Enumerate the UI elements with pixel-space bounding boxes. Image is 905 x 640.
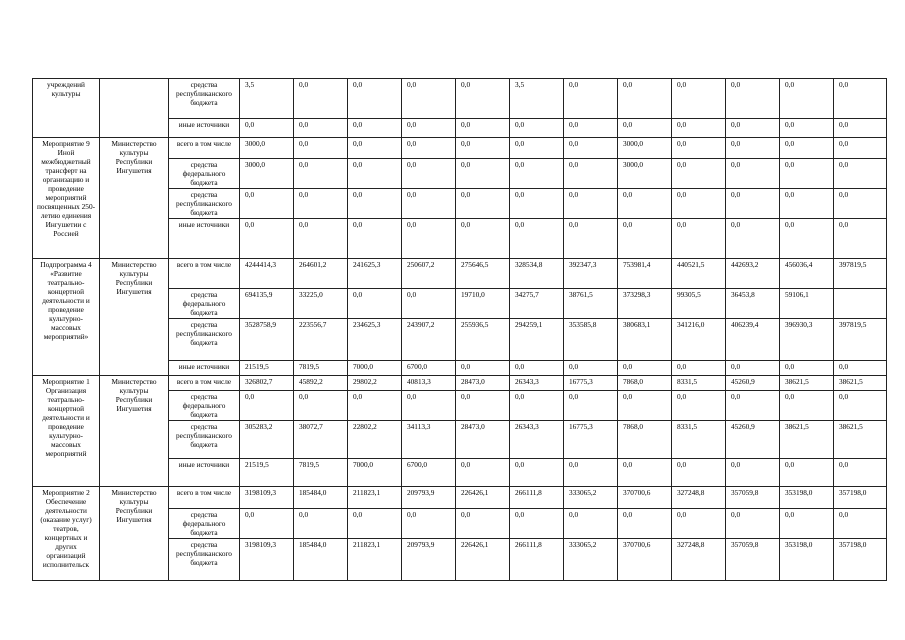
funding-source-cell: всего в том числе	[169, 487, 240, 509]
value-cell: 22802,2	[348, 421, 402, 459]
value-cell: 0,0	[240, 391, 294, 421]
value-cell: 38072,7	[294, 421, 348, 459]
funding-source-cell: всего в том числе	[169, 259, 240, 289]
value-cell: 0,0	[672, 361, 726, 376]
value-cell: 99305,5	[672, 289, 726, 319]
value-cell: 264601,2	[294, 259, 348, 289]
value-cell: 7000,0	[348, 361, 402, 376]
funding-source-cell: всего в том числе	[169, 138, 240, 159]
value-cell: 250607,2	[402, 259, 456, 289]
value-cell: 0,0	[402, 79, 456, 119]
value-cell: 28473,0	[456, 421, 510, 459]
value-cell: 333065,2	[564, 487, 618, 509]
value-cell: 4244414,3	[240, 259, 294, 289]
value-cell: 396930,3	[780, 319, 834, 361]
program-name-cell: Мероприятие 1 Организация театрально-концертной деятельности и проведение культурно-массовых мероприятий	[33, 376, 100, 487]
table-row	[33, 376, 887, 391]
value-cell: 0,0	[348, 289, 402, 319]
value-cell: 6700,0	[402, 361, 456, 376]
value-cell: 211823,1	[348, 539, 402, 581]
value-cell: 28473,0	[456, 376, 510, 391]
table-row	[33, 79, 887, 119]
value-cell: 0,0	[456, 138, 510, 159]
value-cell: 0,0	[456, 509, 510, 539]
value-cell: 3000,0	[618, 138, 672, 159]
value-cell: 33225,0	[294, 289, 348, 319]
value-cell: 0,0	[834, 391, 887, 421]
value-cell: 59106,1	[780, 289, 834, 319]
value-cell: 0,0	[456, 119, 510, 138]
value-cell: 0,0	[726, 79, 780, 119]
value-cell: 353585,8	[564, 319, 618, 361]
value-cell: 0,0	[564, 79, 618, 119]
value-cell: 0,0	[726, 219, 780, 259]
value-cell: 0,0	[510, 119, 564, 138]
value-cell: 0,0	[726, 138, 780, 159]
value-cell: 0,0	[618, 509, 672, 539]
value-cell: 456036,4	[780, 259, 834, 289]
value-cell: 7819,5	[294, 361, 348, 376]
value-cell: 0,0	[564, 391, 618, 421]
funding-source-cell: всего в том числе	[169, 376, 240, 391]
value-cell: 7868,0	[618, 376, 672, 391]
value-cell: 266111,8	[510, 487, 564, 509]
value-cell: 0,0	[834, 189, 887, 219]
value-cell: 3,5	[240, 79, 294, 119]
value-cell: 326802,7	[240, 376, 294, 391]
table-row	[33, 487, 887, 509]
value-cell: 397819,5	[834, 319, 887, 361]
table-row	[33, 259, 887, 289]
executor-cell: Министерство культуры Республики Ингушетия	[100, 376, 169, 487]
value-cell: 0,0	[456, 79, 510, 119]
value-cell: 38621,5	[834, 421, 887, 459]
value-cell: 341216,0	[672, 319, 726, 361]
value-cell: 226426,1	[456, 539, 510, 581]
value-cell: 0,0	[402, 138, 456, 159]
value-cell: 0,0	[402, 189, 456, 219]
value-cell: 357059,8	[726, 487, 780, 509]
value-cell: 0,0	[294, 391, 348, 421]
value-cell: 0,0	[456, 361, 510, 376]
funding-source-cell: средства республиканского бюджета	[169, 79, 240, 119]
value-cell: 3000,0	[240, 159, 294, 189]
value-cell: 3000,0	[618, 159, 672, 189]
value-cell: 0,0	[402, 119, 456, 138]
value-cell: 0,0	[780, 159, 834, 189]
value-cell: 243907,2	[402, 319, 456, 361]
value-cell: 0,0	[510, 361, 564, 376]
value-cell: 0,0	[348, 138, 402, 159]
value-cell: 275646,5	[456, 259, 510, 289]
value-cell: 0,0	[834, 79, 887, 119]
funding-source-cell: средства федерального бюджета	[169, 391, 240, 421]
value-cell: 406239,4	[726, 319, 780, 361]
value-cell: 0,0	[348, 219, 402, 259]
value-cell: 0,0	[294, 219, 348, 259]
value-cell: 0,0	[618, 119, 672, 138]
value-cell: 0,0	[294, 138, 348, 159]
value-cell: 19710,0	[456, 289, 510, 319]
value-cell: 3198109,3	[240, 539, 294, 581]
value-cell: 753981,4	[618, 259, 672, 289]
value-cell: 26343,3	[510, 376, 564, 391]
value-cell: 3,5	[510, 79, 564, 119]
value-cell: 0,0	[780, 79, 834, 119]
value-cell: 0,0	[510, 391, 564, 421]
value-cell: 0,0	[672, 509, 726, 539]
funding-source-cell: иные источники	[169, 119, 240, 138]
executor-cell: Министерство культуры Республики Ингушетия	[100, 138, 169, 259]
value-cell: 370700,6	[618, 539, 672, 581]
value-cell: 0,0	[564, 189, 618, 219]
program-name-cell: Мероприятие 9 Иной межбюджетный трансферт на организацию и проведение мероприятий посвященных 250-летию единения Ингушетии с Россией	[33, 138, 100, 259]
executor-cell	[100, 79, 169, 138]
funding-source-cell: средства республиканского бюджета	[169, 319, 240, 361]
value-cell: 0,0	[618, 189, 672, 219]
value-cell: 223556,7	[294, 319, 348, 361]
value-cell: 357059,8	[726, 539, 780, 581]
value-cell: 0,0	[834, 138, 887, 159]
value-cell: 0,0	[348, 509, 402, 539]
value-cell: 226426,1	[456, 487, 510, 509]
value-cell: 0,0	[348, 119, 402, 138]
value-cell: 241625,3	[348, 259, 402, 289]
value-cell: 380683,1	[618, 319, 672, 361]
value-cell: 440521,5	[672, 259, 726, 289]
value-cell: 0,0	[672, 119, 726, 138]
value-cell: 0,0	[672, 79, 726, 119]
funding-source-cell: средства республиканского бюджета	[169, 189, 240, 219]
value-cell: 373298,3	[618, 289, 672, 319]
value-cell: 21519,5	[240, 459, 294, 487]
funding-source-cell: средства федерального бюджета	[169, 159, 240, 189]
funding-source-cell: иные источники	[169, 361, 240, 376]
value-cell: 0,0	[348, 79, 402, 119]
value-cell: 0,0	[510, 459, 564, 487]
table-body	[33, 79, 887, 581]
value-cell: 7819,5	[294, 459, 348, 487]
value-cell: 0,0	[564, 459, 618, 487]
value-cell: 0,0	[834, 509, 887, 539]
value-cell: 16775,3	[564, 376, 618, 391]
funding-source-cell: иные источники	[169, 459, 240, 487]
value-cell: 0,0	[402, 159, 456, 189]
value-cell: 3000,0	[240, 138, 294, 159]
value-cell: 0,0	[834, 119, 887, 138]
value-cell: 0,0	[780, 459, 834, 487]
value-cell: 34113,3	[402, 421, 456, 459]
value-cell: 327248,8	[672, 487, 726, 509]
value-cell: 0,0	[348, 391, 402, 421]
value-cell: 0,0	[240, 189, 294, 219]
value-cell: 209793,9	[402, 487, 456, 509]
value-cell: 7868,0	[618, 421, 672, 459]
value-cell: 0,0	[294, 189, 348, 219]
value-cell: 16775,3	[564, 421, 618, 459]
value-cell: 0,0	[456, 459, 510, 487]
value-cell: 0,0	[402, 391, 456, 421]
value-cell: 0,0	[456, 189, 510, 219]
value-cell: 694135,9	[240, 289, 294, 319]
value-cell: 0,0	[456, 219, 510, 259]
value-cell: 36453,8	[726, 289, 780, 319]
value-cell: 0,0	[726, 509, 780, 539]
value-cell: 0,0	[672, 219, 726, 259]
value-cell: 45892,2	[294, 376, 348, 391]
value-cell: 357198,0	[834, 487, 887, 509]
value-cell: 0,0	[726, 391, 780, 421]
value-cell: 0,0	[564, 361, 618, 376]
value-cell: 0,0	[564, 138, 618, 159]
value-cell: 0,0	[510, 138, 564, 159]
value-cell: 29802,2	[348, 376, 402, 391]
value-cell: 21519,5	[240, 361, 294, 376]
value-cell: 0,0	[780, 119, 834, 138]
value-cell: 266111,8	[510, 539, 564, 581]
value-cell: 0,0	[510, 159, 564, 189]
value-cell: 305283,2	[240, 421, 294, 459]
value-cell: 185484,0	[294, 487, 348, 509]
value-cell: 0,0	[402, 289, 456, 319]
value-cell: 0,0	[294, 509, 348, 539]
value-cell: 357198,0	[834, 539, 887, 581]
value-cell: 0,0	[402, 219, 456, 259]
funding-source-cell: средства федерального бюджета	[169, 289, 240, 319]
value-cell: 0,0	[618, 361, 672, 376]
value-cell: 0,0	[834, 219, 887, 259]
value-cell: 0,0	[456, 391, 510, 421]
value-cell: 26343,3	[510, 421, 564, 459]
executor-cell: Министерство культуры Республики Ингушетия	[100, 259, 169, 376]
value-cell: 0,0	[618, 79, 672, 119]
value-cell: 0,0	[780, 509, 834, 539]
value-cell: 0,0	[294, 79, 348, 119]
value-cell: 397819,5	[834, 259, 887, 289]
value-cell: 0,0	[348, 159, 402, 189]
value-cell: 34275,7	[510, 289, 564, 319]
value-cell: 38621,5	[834, 376, 887, 391]
value-cell: 45260,9	[726, 376, 780, 391]
table-row	[33, 138, 887, 159]
value-cell: 0,0	[510, 509, 564, 539]
value-cell: 38761,5	[564, 289, 618, 319]
value-cell: 0,0	[672, 391, 726, 421]
value-cell: 0,0	[618, 459, 672, 487]
value-cell: 327248,8	[672, 539, 726, 581]
program-name-cell: Мероприятие 2 Обеспечение деятельности (оказание услуг) театров, концертных и других организаций исполнительск	[33, 487, 100, 581]
value-cell: 8331,5	[672, 421, 726, 459]
value-cell: 0,0	[456, 159, 510, 189]
value-cell: 8331,5	[672, 376, 726, 391]
value-cell: 38621,5	[780, 421, 834, 459]
value-cell: 3198109,3	[240, 487, 294, 509]
value-cell: 0,0	[564, 159, 618, 189]
value-cell: 0,0	[780, 219, 834, 259]
value-cell: 0,0	[564, 509, 618, 539]
value-cell: 0,0	[294, 119, 348, 138]
program-name-cell: Подпрограмма 4 «Развитие театрально-концертной деятельности и проведение культурно-массовых мероприятий»	[33, 259, 100, 376]
value-cell: 0,0	[564, 119, 618, 138]
funding-source-cell: иные источники	[169, 219, 240, 259]
value-cell: 0,0	[726, 189, 780, 219]
budget-table-page	[32, 78, 887, 581]
value-cell: 0,0	[780, 138, 834, 159]
value-cell: 0,0	[672, 138, 726, 159]
value-cell: 0,0	[834, 459, 887, 487]
value-cell: 0,0	[510, 219, 564, 259]
value-cell: 7000,0	[348, 459, 402, 487]
executor-cell: Министерство культуры Республики Ингушетия	[100, 487, 169, 581]
value-cell: 209793,9	[402, 539, 456, 581]
value-cell: 3528758,9	[240, 319, 294, 361]
value-cell: 0,0	[240, 509, 294, 539]
program-name-cell: учреждений культуры	[33, 79, 100, 138]
value-cell: 333065,2	[564, 539, 618, 581]
value-cell: 0,0	[240, 219, 294, 259]
value-cell: 0,0	[834, 159, 887, 189]
value-cell: 0,0	[510, 189, 564, 219]
value-cell: 211823,1	[348, 487, 402, 509]
value-cell: 0,0	[726, 459, 780, 487]
value-cell: 0,0	[780, 189, 834, 219]
value-cell: 40813,3	[402, 376, 456, 391]
value-cell: 0,0	[402, 509, 456, 539]
value-cell: 0,0	[726, 119, 780, 138]
value-cell: 6700,0	[402, 459, 456, 487]
value-cell: 185484,0	[294, 539, 348, 581]
value-cell: 0,0	[726, 361, 780, 376]
value-cell: 0,0	[294, 159, 348, 189]
value-cell: 234625,3	[348, 319, 402, 361]
value-cell: 0,0	[726, 159, 780, 189]
value-cell: 0,0	[834, 361, 887, 376]
value-cell: 0,0	[618, 391, 672, 421]
value-cell: 0,0	[618, 219, 672, 259]
value-cell: 0,0	[564, 219, 618, 259]
funding-source-cell: средства республиканского бюджета	[169, 539, 240, 581]
funding-source-cell: средства республиканского бюджета	[169, 421, 240, 459]
value-cell: 328534,8	[510, 259, 564, 289]
budget-table	[32, 78, 887, 581]
value-cell: 0,0	[672, 459, 726, 487]
funding-source-cell: средства федерального бюджета	[169, 509, 240, 539]
value-cell: 255936,5	[456, 319, 510, 361]
value-cell: 294259,1	[510, 319, 564, 361]
value-cell: 0,0	[348, 189, 402, 219]
value-cell: 370700,6	[618, 487, 672, 509]
value-cell: 353198,0	[780, 539, 834, 581]
value-cell: 392347,3	[564, 259, 618, 289]
value-cell: 442693,2	[726, 259, 780, 289]
value-cell: 0,0	[672, 189, 726, 219]
value-cell: 45260,9	[726, 421, 780, 459]
value-cell: 0,0	[672, 159, 726, 189]
value-cell	[834, 289, 887, 319]
value-cell: 0,0	[240, 119, 294, 138]
value-cell: 0,0	[780, 361, 834, 376]
value-cell: 353198,0	[780, 487, 834, 509]
value-cell: 38621,5	[780, 376, 834, 391]
value-cell: 0,0	[780, 391, 834, 421]
